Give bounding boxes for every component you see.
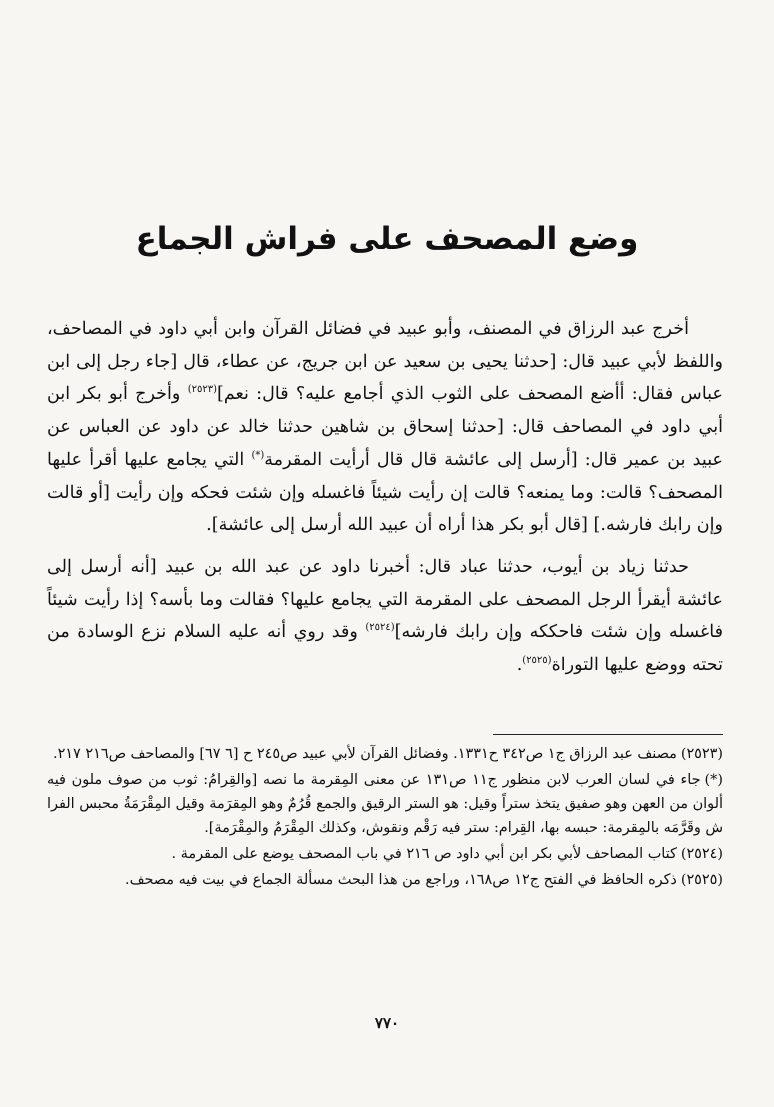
paragraph [47, 551, 723, 682]
paragraph-text: التي يجامع عليها أقرأ عليها المصحف؟ قالت: وما يمنعه؟ قالت إن رأيت شيئاً فاغسله وإن شئت فحكه وإن رأيت [أو قالت وإن رابك فارشه.] [قال أبو بكر هذا أراه أن عبيد الله أرسل إلى عائشة]. [47, 449, 723, 536]
footnotes [47, 742, 723, 894]
footnote-divider [493, 734, 723, 735]
paragraph-text: وأخرج أبو بكر ابن أبي داود في المصاحف قال: [حدثنا إسحاق بن شاهين حدثنا خالد عن داود عن العباس عن عبيد بن عمير قال: [أرسل إلى عائشة قال قال أرأيت المقرمة [47, 384, 724, 470]
footnote [47, 768, 723, 840]
footnote-number: (٢٥٢٤) [680, 846, 723, 862]
footnote-reference[interactable]: (*) [251, 449, 265, 461]
page-number: ٧٧٠ [374, 1014, 400, 1032]
footnote [47, 842, 723, 866]
footnote-text: كتاب المصاحف لأبي بكر ابن أبي داود ص ٢١٦ في باب المصحف يوضع على المقرمة . [171, 846, 677, 862]
footnote-number: (٢٥٢٥) [680, 872, 723, 888]
footnote-text: ذكره الحافظ في الفتح ج١٢ ص١٦٨، وراجع من هذا البحث مسألة الجماع في بيت فيه مصحف. [125, 872, 677, 888]
paragraph-text: وقد روي أنه عليه السلام نزع الوسادة من تحته ووضع عليها التوراة [47, 622, 723, 676]
footnote-number: (*) [704, 772, 723, 788]
footnote-reference[interactable]: (٢٥٢٤) [365, 622, 395, 634]
footnote [47, 742, 723, 766]
paragraph-text: أخرج عبد الرزاق في المصنف، وأبو عبيد في فضائل القرآن وابن أبي داود في المصاحف، واللفظ لأبي عبيد قال: [حدثنا يحيى بن سعيد عن ابن جريج، عن عطاء، قال [جاء رجل إلى ابن عباس فقال: أأضع المصحف على الثوب الذي أجامع عليه؟ قال: نعم] [47, 319, 723, 405]
footnote [47, 868, 723, 892]
paragraph-text: حدثنا زياد بن أيوب، حدثنا عباد قال: أخبرنا داود عن عبد الله بن عبيد [أنه أرسل إلى عائشة أيقرأ الرجل المصحف على المقرمة التي يجامع عليها؟ فقالت وما بأسه؟ إذا رأيت شيئاً فاغسله وإن شئت فاحككه وإن رابك فارشه] [47, 556, 723, 643]
footnote-text: جاء في لسان العرب لابن منظور ج١١ ص١٣١ عن معنى المِقرمة ما نصه [والقِرامُ: ثوب من صوف ملون فيه ألوان من العهن وهو صفيق يتخذ ستراً وقيل: هو الستر الرقيق والجمع قُرُمٌ وهو المِقرَمة وقيل المِقْرَمَةُ محبس الفرا ش وقَرَّمَه بالمِقرمة: حبسه بها، القِرام: ستر فيه رَقْم ونقوش، وكذلك المِقْرَمُ والمِقْرَمة]. [47, 772, 723, 836]
chapter-title: وضع المصحف على فراش الجماع [135, 221, 639, 257]
paragraph-text: . [516, 655, 523, 676]
footnote-reference[interactable]: (٢٥٢٣) [187, 384, 217, 396]
footnote-text: مصنف عبد الرزاق ج١ ص٣٤٢ ح١٣٣١. وفضائل القرآن لأبي عبيد ص٢٤٥ ح [٦ ٦٧] والمصاحف ص٢١٦ ٢١٧. [53, 746, 677, 762]
footnote-number: (٢٥٢٣) [680, 746, 723, 762]
paragraph [47, 313, 723, 542]
body-text [47, 313, 723, 682]
footnote-reference[interactable]: (٢٥٢٥) [522, 655, 552, 667]
